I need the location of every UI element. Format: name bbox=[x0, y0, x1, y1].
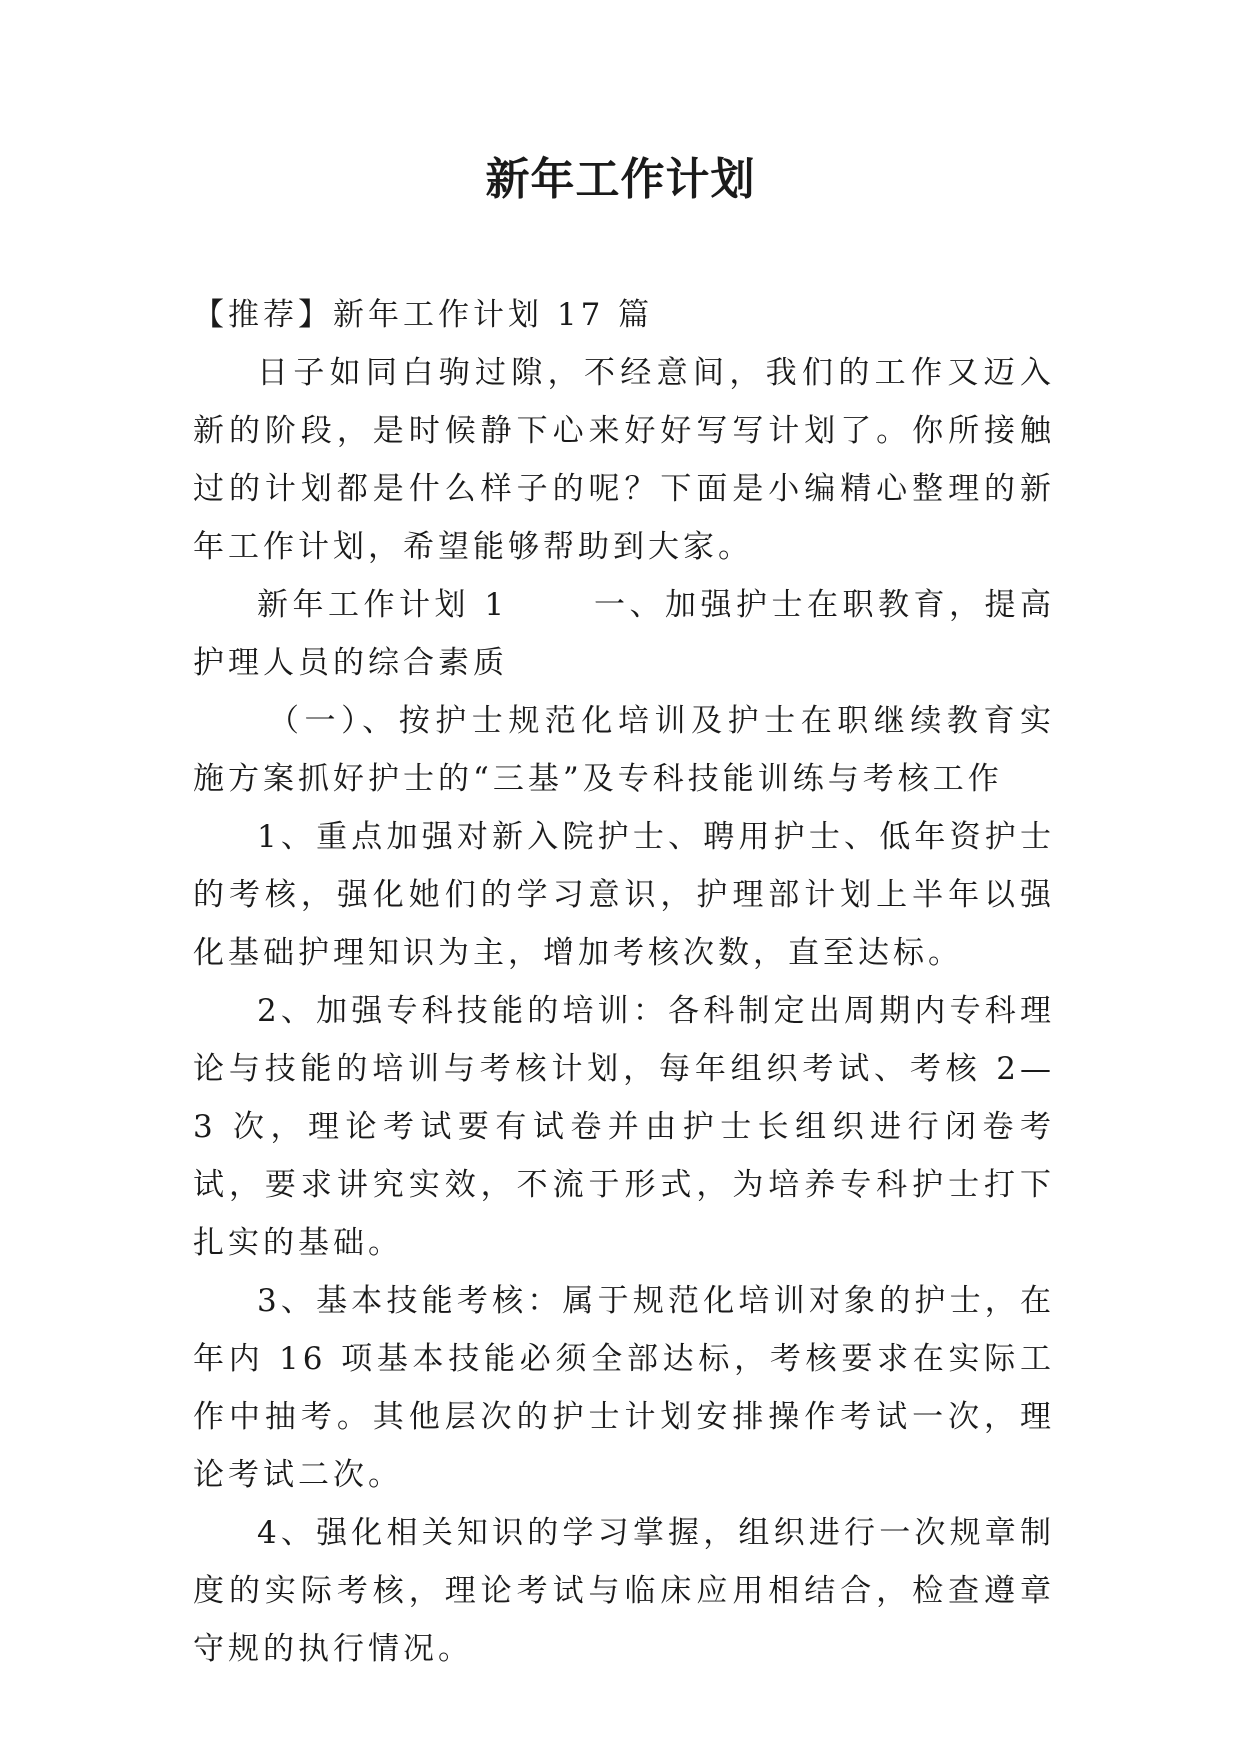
document-body bbox=[193, 286, 1055, 1678]
section-1-subheading: （一）、按护士规范化培训及护士在职继续教育实施方案抓好护士的“三基”及专科技能训练与考核工作 bbox=[193, 703, 1055, 797]
item-2-paragraph: 2、加强专科技能的培训：各科制定出周期内专科理论与技能的培训与考核计划，每年组织考试、考核 2—3 次，理论考试要有试卷并由护士长组织进行闭卷考试，要求讲究实效，不流于形式，为培养专科护士打下扎实的基础。 bbox=[193, 993, 1055, 1261]
intro-paragraph: 日子如同白驹过隙，不经意间，我们的工作又迈入新的阶段，是时候静下心来好好写写计划了。你所接触过的计划都是什么样子的呢？下面是小编精心整理的新年工作计划，希望能够帮助到大家。 bbox=[193, 355, 1055, 565]
item-3-paragraph: 3、基本技能考核：属于规范化培训对象的护士，在年内 16 项基本技能必须全部达标，考核要求在实际工作中抽考。其他层次的护士计划安排操作考试一次，理论考试二次。 bbox=[193, 1283, 1055, 1493]
recommend-heading: 【推荐】新年工作计划 17 篇 bbox=[193, 297, 654, 333]
item-1-paragraph: 1、重点加强对新入院护士、聘用护士、低年资护士的考核，强化她们的学习意识，护理部计划上半年以强化基础护理知识为主，增加考核次数，直至达标。 bbox=[193, 819, 1055, 971]
plan-1-heading: 新年工作计划 1 一、加强护士在职教育，提高护理人员的综合素质 bbox=[193, 587, 1055, 681]
item-4-paragraph: 4、强化相关知识的学习掌握，组织进行一次规章制度的实际考核，理论考试与临床应用相结合，检查遵章守规的执行情况。 bbox=[193, 1515, 1055, 1667]
document-title: 新年工作计划 bbox=[485, 154, 756, 205]
